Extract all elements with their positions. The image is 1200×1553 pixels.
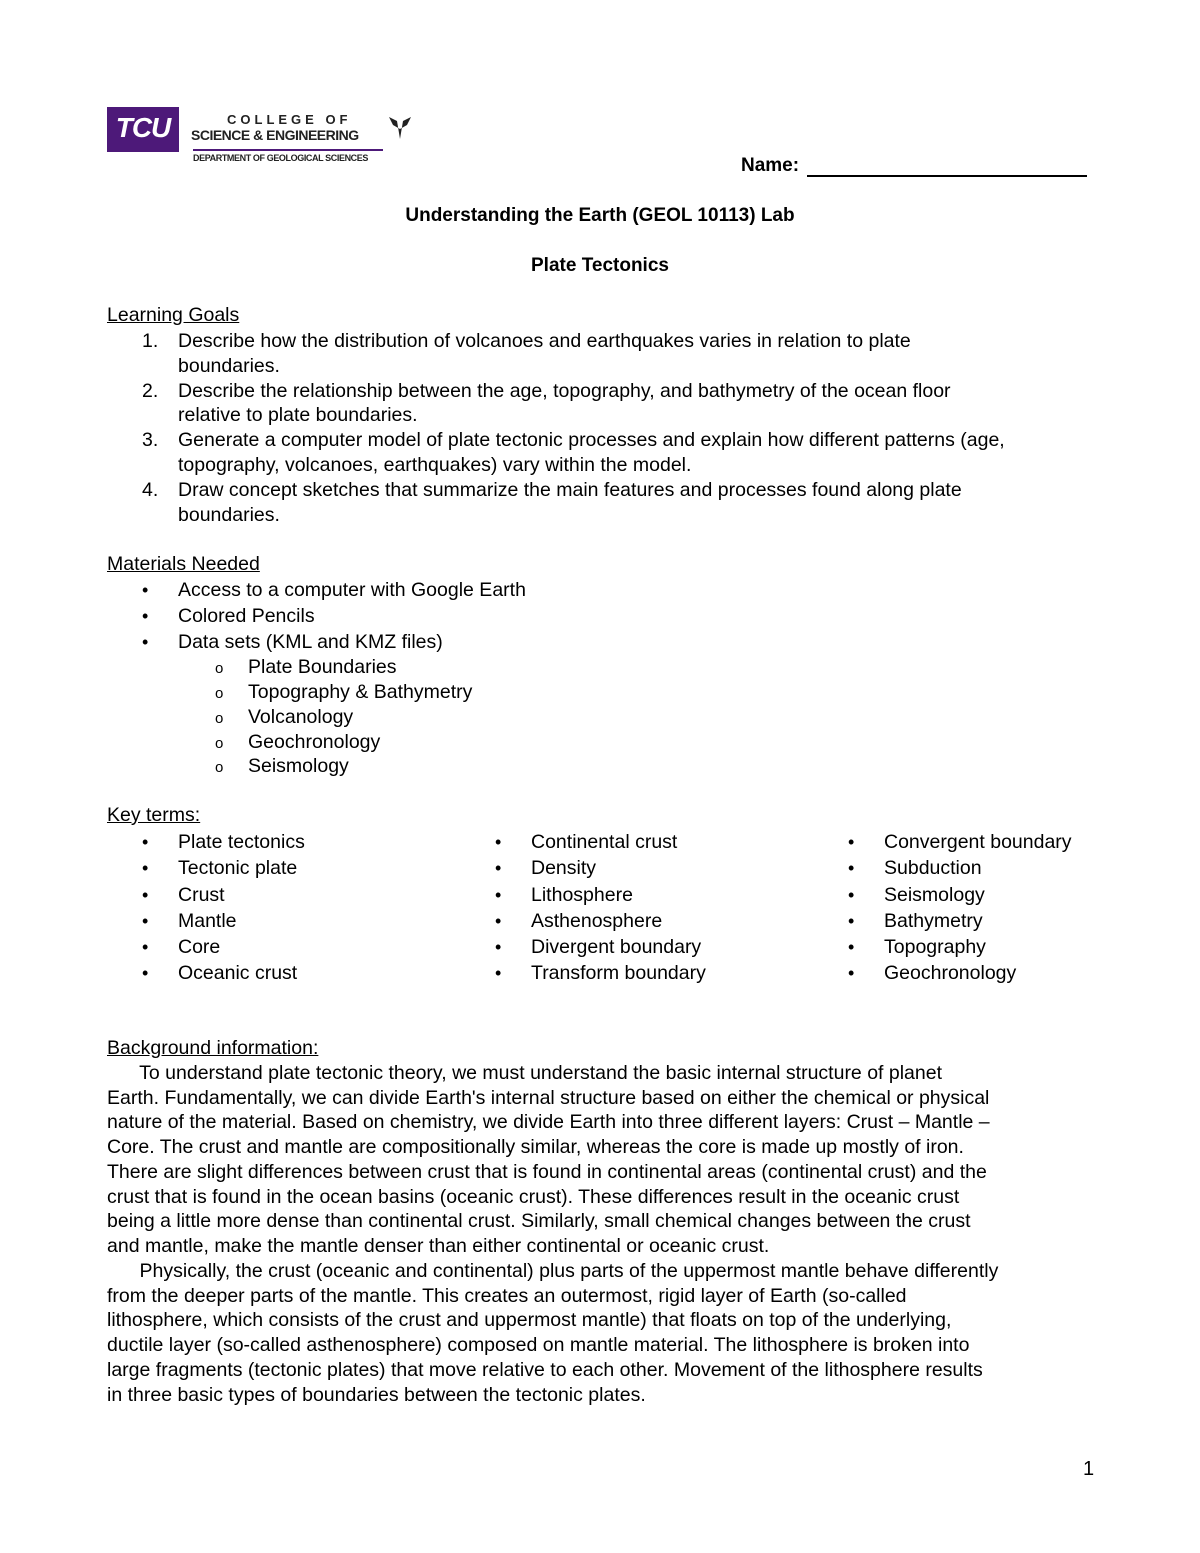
goal-number: 3. xyxy=(142,429,159,451)
learning-goals-heading: Learning Goals xyxy=(107,304,240,326)
logo-science-engineering-text: SCIENCE & ENGINEERING xyxy=(191,127,359,143)
sub-bullet: o xyxy=(215,685,224,702)
paragraph-line: To understand plate tectonic theory, we must understand the basic internal structure of planet xyxy=(107,1062,943,1084)
name-field[interactable] xyxy=(741,155,1087,177)
goal-text: relative to plate boundaries. xyxy=(178,404,418,426)
document-title: Understanding the Earth (GEOL 10113) Lab xyxy=(405,205,795,226)
key-term: Geochronology xyxy=(884,962,1017,984)
background-heading: Background information: xyxy=(107,1037,319,1059)
tcu-logo-mark: TCU xyxy=(115,112,171,143)
bullet: • xyxy=(848,832,855,852)
paragraph-line: Core. The crust and mantle are compositionally similar, whereas the core is made up mostly of iron. xyxy=(107,1136,964,1159)
bullet: • xyxy=(495,885,502,905)
paragraph-line: nature of the material. Based on chemistry, we divide Earth into three different layers: Crust – Mantle – xyxy=(107,1111,990,1134)
bullet: • xyxy=(142,911,149,931)
paragraph-line: Earth. Fundamentally, we can divide Earth's internal structure based on either the chemical or physical xyxy=(107,1086,990,1109)
goal-text: topography, volcanoes, earthquakes) vary within the model. xyxy=(178,454,692,476)
paragraph-line: lithosphere, which consists of the crust and uppermost mantle) that floats on top of the underlying, xyxy=(107,1309,952,1332)
key-term: Convergent boundary xyxy=(884,831,1072,853)
key-term: Plate tectonics xyxy=(178,831,305,853)
bullet: • xyxy=(142,632,149,652)
bullet: • xyxy=(495,937,502,957)
key-term: Lithosphere xyxy=(531,884,633,906)
key-term: Continental crust xyxy=(531,831,678,853)
key-term: Asthenosphere xyxy=(531,910,663,932)
material-sub-item: Plate Boundaries xyxy=(248,656,397,678)
bullet: • xyxy=(848,858,855,878)
material-sub-item: Seismology xyxy=(248,755,349,777)
bullet: • xyxy=(848,937,855,957)
key-term: Divergent boundary xyxy=(531,936,702,958)
key-term: Seismology xyxy=(884,884,985,906)
sub-bullet: o xyxy=(215,660,224,677)
bullet: • xyxy=(142,937,149,957)
key-term: Density xyxy=(531,857,597,879)
goal-text: boundaries. xyxy=(178,504,280,526)
bullet: • xyxy=(495,832,502,852)
background-paragraph-1 xyxy=(107,1061,1097,1259)
paragraph-line: from the deeper parts of the mantle. This creates an outermost, rigid layer of Earth (so-called xyxy=(107,1284,907,1307)
bullet: • xyxy=(848,963,855,983)
bullet: • xyxy=(142,580,149,600)
material-item: Colored Pencils xyxy=(178,605,315,627)
materials-heading: Materials Needed xyxy=(107,553,260,575)
paragraph-line: in three basic types of boundaries between the tectonic plates. xyxy=(107,1383,646,1406)
name-label: Name: xyxy=(741,155,800,176)
bullet: • xyxy=(142,858,149,878)
bullet: • xyxy=(142,963,149,983)
material-sub-item: Topography & Bathymetry xyxy=(248,681,473,703)
paragraph-line: ductile layer (so-called asthenosphere) composed on mantle material. The lithosphere is broken into xyxy=(107,1334,970,1357)
key-term: Mantle xyxy=(178,910,237,932)
paragraph-line: and mantle, make the mantle denser than either continental or oceanic crust. xyxy=(107,1234,770,1257)
material-sub-item: Geochronology xyxy=(248,731,381,753)
horned-frog-icon xyxy=(387,115,413,141)
goal-text: Describe how the distribution of volcanoes and earthquakes varies in relation to plate xyxy=(178,330,911,352)
page-number: 1 xyxy=(1083,1458,1095,1480)
goal-number: 1. xyxy=(142,330,159,352)
bullet: • xyxy=(495,911,502,931)
bullet: • xyxy=(142,606,149,626)
document-subtitle: Plate Tectonics xyxy=(531,255,669,276)
logo-department-text: DEPARTMENT OF GEOLOGICAL SCIENCES xyxy=(193,153,368,163)
key-term: Bathymetry xyxy=(884,910,983,932)
paragraph-line: being a little more dense than continental crust. Similarly, small chemical changes between the crust xyxy=(107,1210,971,1233)
paragraph-line: large fragments (tectonic plates) that move relative to each other. Movement of the lithosphere results xyxy=(107,1358,983,1381)
material-item: Data sets (KML and KMZ files) xyxy=(178,631,443,653)
material-sub-item: Volcanology xyxy=(248,706,354,728)
sub-bullet: o xyxy=(215,735,224,752)
goal-text: Draw concept sketches that summarize the main features and processes found along plate xyxy=(178,479,962,501)
goal-text: boundaries. xyxy=(178,355,280,377)
bullet: • xyxy=(495,858,502,878)
bullet: • xyxy=(495,963,502,983)
name-blank-line[interactable] xyxy=(807,155,1087,177)
key-term: Subduction xyxy=(884,857,982,879)
key-term: Transform boundary xyxy=(531,962,706,984)
background-paragraph-2 xyxy=(107,1259,1097,1407)
key-term: Core xyxy=(178,936,221,958)
bullet: • xyxy=(142,885,149,905)
key-term: Tectonic plate xyxy=(178,857,298,879)
goal-number: 2. xyxy=(142,380,159,402)
sub-bullet: o xyxy=(215,759,224,776)
key-term: Crust xyxy=(178,884,225,906)
logo-rule xyxy=(193,149,383,151)
bullet: • xyxy=(848,911,855,931)
paragraph-line: crust that is found in the ocean basins (oceanic crust). These differences result in the oceanic crust xyxy=(107,1185,960,1208)
key-term: Oceanic crust xyxy=(178,962,298,984)
key-terms-heading: Key terms: xyxy=(107,804,201,826)
key-term: Topography xyxy=(884,936,986,958)
goal-number: 4. xyxy=(142,479,159,501)
paragraph-line: Physically, the crust (oceanic and continental) plus parts of the uppermost mantle behave differently xyxy=(107,1260,999,1282)
sub-bullet: o xyxy=(215,710,224,727)
goal-text: Generate a computer model of plate tectonic processes and explain how different patterns (age, xyxy=(178,429,1005,451)
bullet: • xyxy=(142,832,149,852)
paragraph-line: There are slight differences between crust that is found in continental areas (continental crust) and the xyxy=(107,1160,987,1183)
logo-college-text: COLLEGE OF xyxy=(227,112,352,127)
bullet: • xyxy=(848,885,855,905)
material-item: Access to a computer with Google Earth xyxy=(178,579,526,601)
goal-text: Describe the relationship between the age, topography, and bathymetry of the ocean floor xyxy=(178,380,951,402)
